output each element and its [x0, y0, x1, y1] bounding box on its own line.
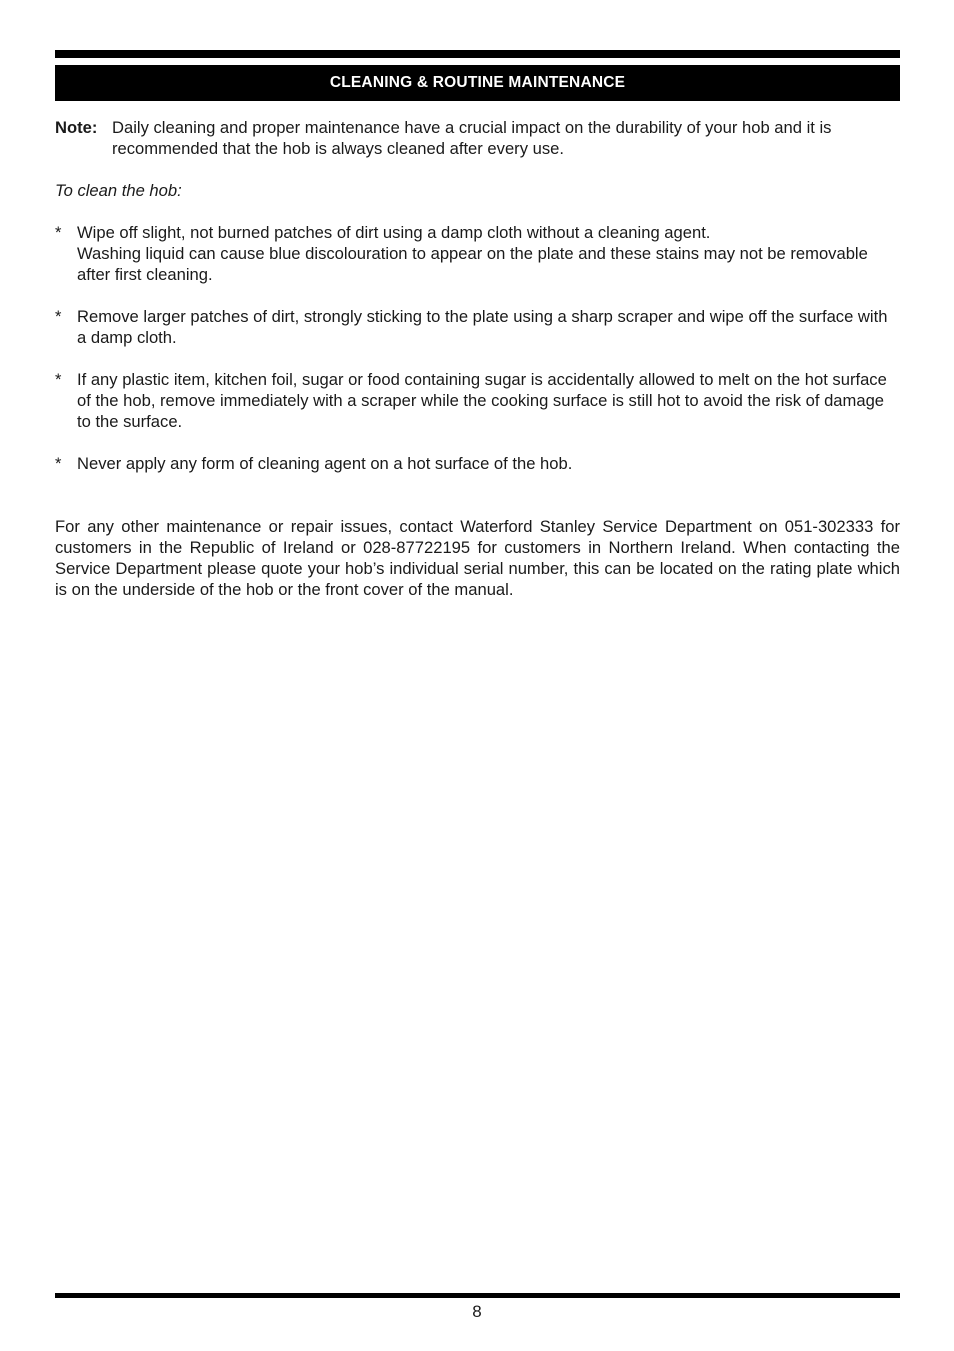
list-item-text — [77, 369, 900, 432]
cleaning-steps-list — [55, 222, 900, 474]
bullet-marker: * — [55, 307, 62, 326]
page-number: 8 — [472, 1302, 482, 1321]
top-rule — [55, 50, 900, 58]
list-item — [55, 222, 900, 285]
list-item-text — [77, 453, 900, 474]
list-item — [55, 306, 900, 348]
contact-paragraph: For any other maintenance or repair issues, contact Waterford Stanley Service Department on 051-302333 for customers in the Republic of Ireland or 028-87722195 for customers in Northern Ireland. When contacting the Service Department please quote your hob’s individual serial number, this can be located on the rating plate which is on the underside of the hob or the front cover of the manual. — [55, 517, 900, 599]
bullet-marker: * — [55, 454, 62, 473]
list-item — [55, 369, 900, 432]
note-block — [55, 117, 900, 159]
list-item-text — [77, 306, 900, 348]
bottom-rule — [55, 1293, 900, 1298]
list-item-line: If any plastic item, kitchen foil, sugar or food containing sugar is accidentally allowed to melt on the hot surface of the hob, remove immediately with a scraper while the cooking surface is still hot to avoid the risk of damage to the surface. — [77, 370, 887, 431]
page-content — [55, 117, 900, 617]
list-item-line: Never apply any form of cleaning agent on a hot surface of the hob. — [77, 454, 573, 473]
list-item-line: Wipe off slight, not burned patches of dirt using a damp cloth without a cleaning agent. — [77, 223, 711, 242]
note-label: Note: — [55, 118, 98, 137]
list-item-line: Remove larger patches of dirt, strongly sticking to the plate using a sharp scraper and wipe off the surface with a damp cloth. — [77, 307, 888, 347]
intro-text: To clean the hob: — [55, 181, 182, 200]
section-header — [55, 65, 900, 101]
section-title: CLEANING & ROUTINE MAINTENANCE — [329, 74, 626, 91]
bullet-marker: * — [55, 370, 62, 389]
list-item-line: Washing liquid can cause blue discolouration to appear on the plate and these stains may not be removable after first cleaning. — [77, 244, 868, 284]
list-item-text — [77, 222, 900, 285]
list-item — [55, 453, 900, 474]
bullet-marker: * — [55, 223, 62, 242]
note-text: Daily cleaning and proper maintenance have a crucial impact on the durability of your hob and it is recommended that the hob is always cleaned after every use. — [112, 118, 832, 158]
